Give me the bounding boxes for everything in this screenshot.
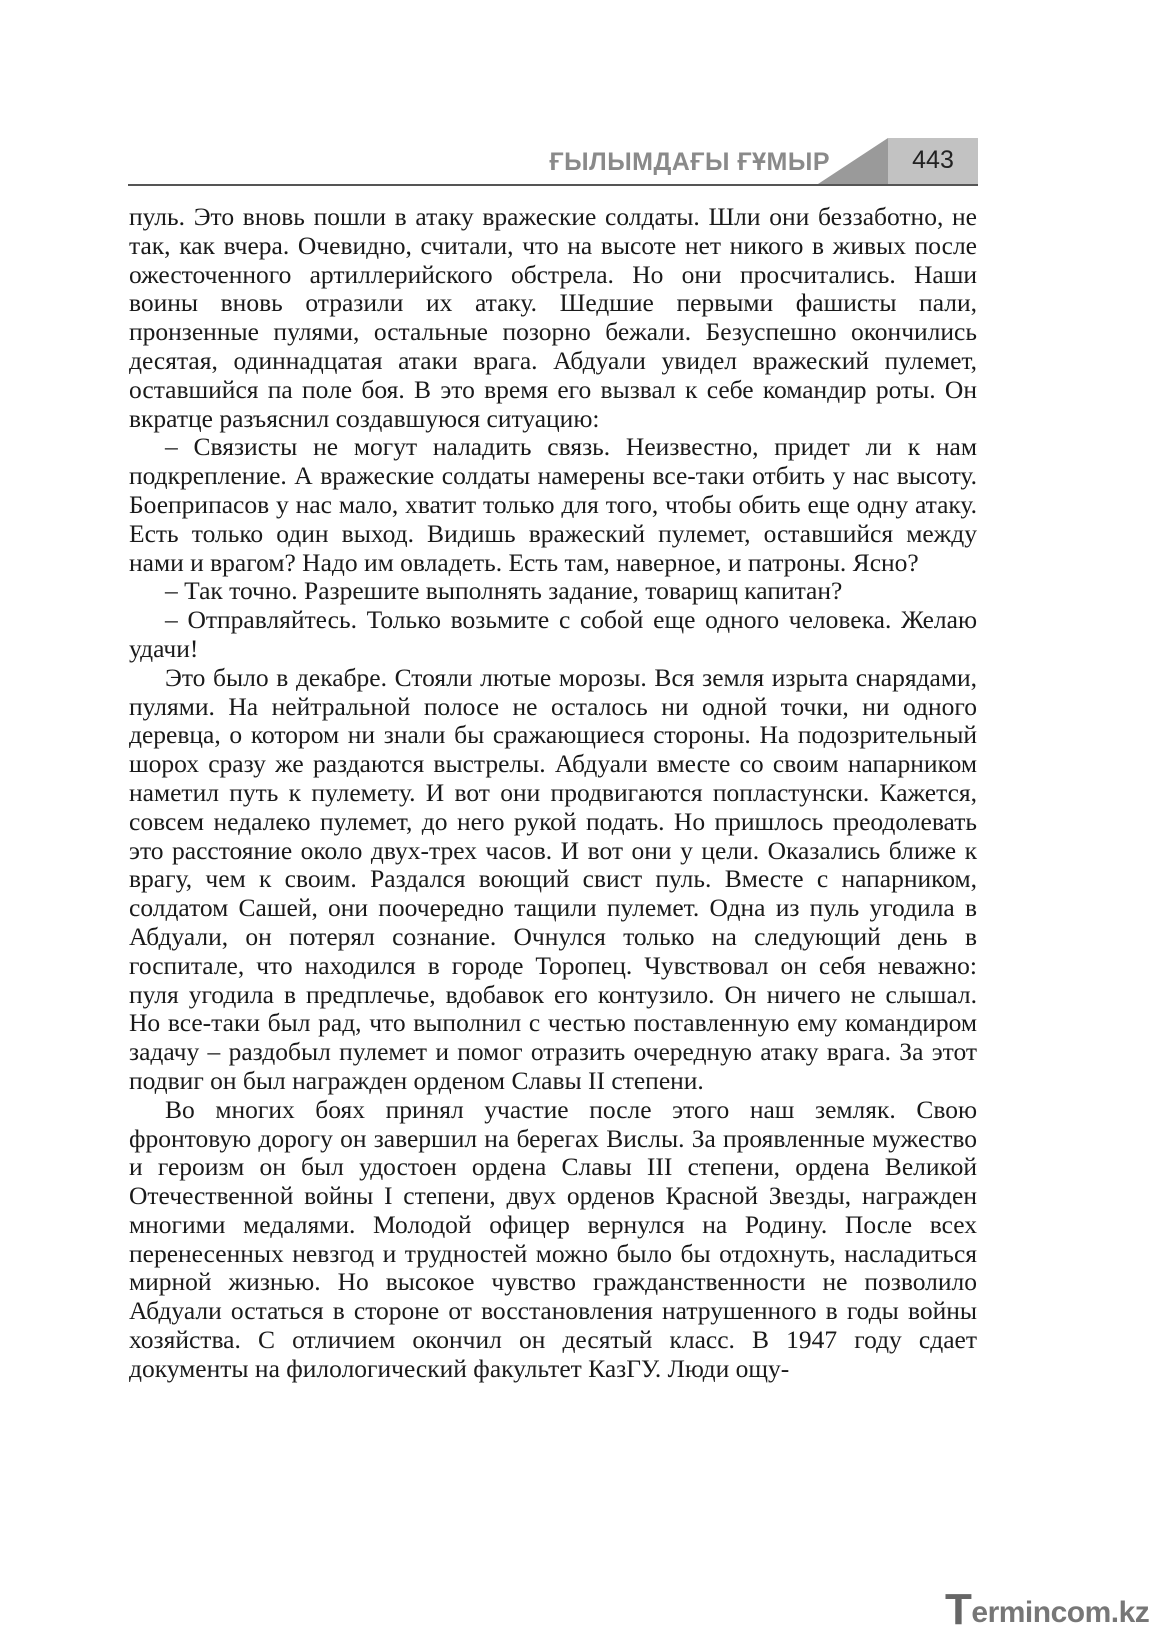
watermark-initial: T [945,1585,972,1634]
paragraph-1: пуль. Это вновь пошли в атаку вражеские солдаты. Шли они беззаботно, не так, как вчера. Очевидно, считали, что на высоте нет никого в живых после ожесточенного артиллерийского обстрела. Но они просчитались. Наши воины вновь отразили их атаку. Шедшие первыми фашисты пали, пронзенные пулями, остальные позорно бежали. Безуспешно окончились десятая, одиннадцатая атаки врага. Абдуали увидел вражеский пулемет, оставшийся па поле боя. В это время его вызвал к себе командир роты. Он вкратце разъяснил создавшуюся ситуацию: [129,202,977,433]
section-title: ҒЫЛЫМДАҒЫ ҒҰМЫР [549,148,830,176]
site-watermark-logo [945,1585,1149,1635]
watermark-text: ermincom.kz [971,1596,1150,1629]
paragraph-2: – Связисты не могут наладить связь. Неизвестно, придет ли к нам подкрепление. А вражеские солдаты намерены все-таки отбить у нас высоту. Боеприпасов у нас мало, хватит только для того, чтобы обить еще одну атаку. Есть только один выход. Видишь вражеский пулемет, оставшийся между нами и врагом? Надо им овладеть. Есть там, наверное, и патроны. Ясно? [129,432,977,577]
paragraph-6: Во многих боях принял участие после этого наш земляк. Свою фронтовую дорогу он завершил на берегах Вислы. За проявленные мужество и героизм он был удостоен ордена Славы III степени, ордена Великой Отечественной войны I степени, двух орденов Красной Звезды, награжден многими медалями. Молодой офицер вернулся на Родину. После всех перенесенных невзгод и трудностей можно было бы отдохнуть, насладиться мирной жизнью. Но высокое чувство гражданственности не позволило Абдуали остаться в стороне от восстановления натрушенного в годы войны хозяйства. С отличием окончил он десятый класс. В 1947 году сдает документы на филологический факультет КазГУ. Люди ощу- [129,1094,977,1383]
paragraph-5: Это было в декабре. Стояли лютые морозы. Вся земля изрыта снарядами, пулями. На нейтральной полосе не осталось ни одной точки, ни одного деревца, о котором ни знали бы сражающиеся стороны. На подозрительный шорох сразу же раздаются выстрелы. Абдуали вместе со своим напарником наметил путь к пулемету. И вот они продвигаются попластунски. Кажется, совсем недалеко пулемет, до него рукой подать. Но пришлось преодолевать это расстояние около двух-трех часов. И вот они у цели. Оказались ближе к врагу, чем к своим. Раздался воющий свист пуль. Вместе с напарником, солдатом Сашей, они поочередно тащили пулемет. Одна из пуль угодила в Абдуали, он потерял сознание. Очнулся только на следующий день в госпитале, что находился в городе Торопец. Чувствовал он себя неважно: пуля угодила в предплечье, вдобавок его контузило. Он ничего не слышал. Но все-таки был рад, что выполнил с честью поставленную ему командиром задачу – раздобыл пулемет и помог отразить очередную атаку врага. За этот подвиг он был награжден орденом Славы II степени. [129,662,977,1095]
header-rule [128,184,978,186]
paragraph-4: – Отправляйтесь. Только возьмите с собой еще одного человека. Желаю удачи! [129,605,977,663]
page-number: 443 [888,138,978,184]
body-text [129,203,977,1384]
paragraph-3: – Так точно. Разрешите выполнять задание, товарищ капитан? [165,576,843,606]
running-header [128,138,978,188]
header-wedge [818,138,888,184]
